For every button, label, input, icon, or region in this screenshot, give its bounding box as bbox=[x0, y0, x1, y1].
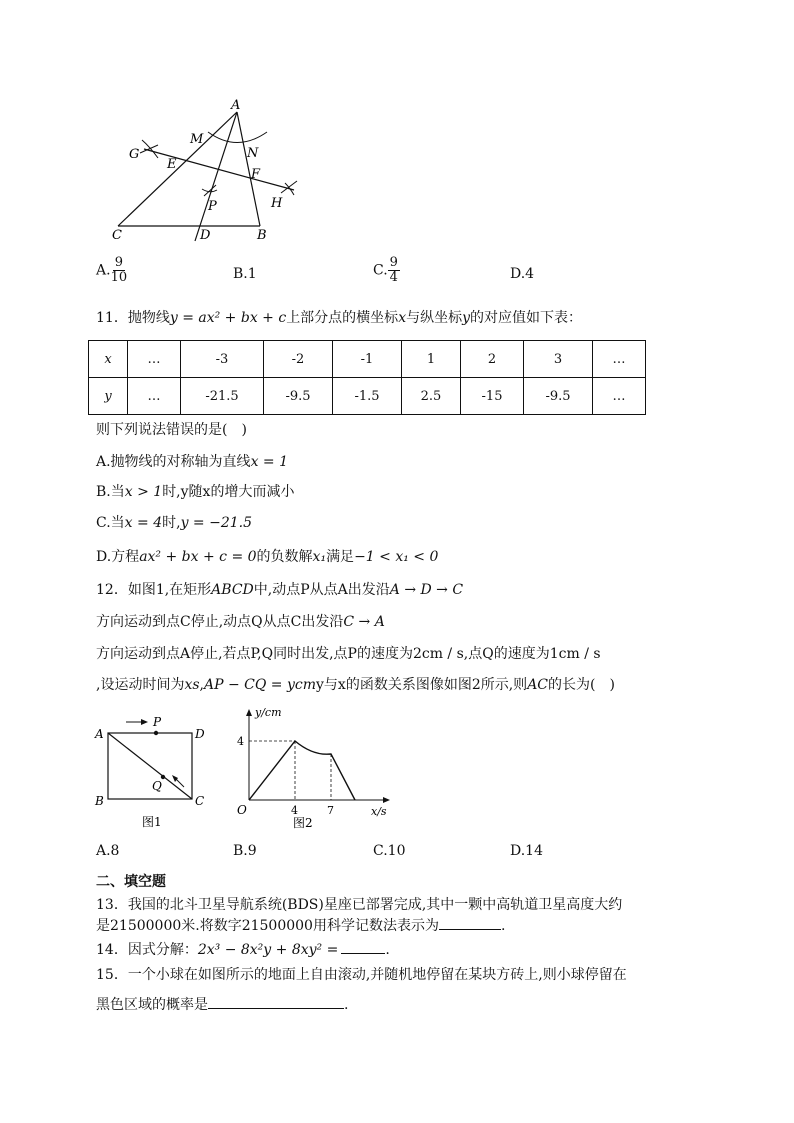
fig-label-H: H bbox=[271, 196, 283, 211]
q10-option-d[interactable]: D.4 bbox=[510, 266, 535, 282]
q12-figure-1 bbox=[90, 710, 220, 835]
q12-line-1: 12．如图1,在矩形ABCD中,动点P从点A出发沿A → D → C bbox=[96, 582, 464, 598]
fig-label-M: M bbox=[190, 132, 204, 147]
table-cell: 2.5 bbox=[402, 378, 461, 415]
table-row-y bbox=[89, 378, 646, 415]
table-cell: … bbox=[593, 378, 646, 415]
q12-option-c[interactable]: C.10 bbox=[373, 843, 406, 859]
q15-line-2: 黑色区域的概率是 . bbox=[96, 997, 349, 1013]
q15-line-1: 15．一个小球在如图所示的地面上自由滚动,并随机地停留在某块方砖上,则小球停留在 bbox=[96, 967, 627, 983]
fig1-label-Q: Q bbox=[152, 779, 162, 793]
fig2-tick-y4: 4 bbox=[237, 735, 244, 748]
q10-option-c[interactable]: C. $\frac{9}{4}$ bbox=[373, 255, 398, 285]
section-title-fill-in: 二、填空题 bbox=[96, 874, 166, 890]
fig-label-P: P bbox=[208, 199, 217, 214]
fig2-caption: 图2 bbox=[293, 816, 313, 830]
q13-answer-blank[interactable] bbox=[439, 917, 501, 930]
table-cell: -3 bbox=[181, 341, 264, 378]
q10-triangle-figure bbox=[100, 95, 310, 245]
table-cell: 3 bbox=[524, 341, 593, 378]
q11-question: 则下列说法错误的是( ) bbox=[96, 422, 247, 438]
q11-option-c[interactable]: C.当x = 4时,y = −21.5 bbox=[96, 515, 253, 531]
fig1-caption: 图1 bbox=[142, 815, 162, 829]
q12-option-d[interactable]: D.14 bbox=[510, 843, 543, 859]
q12-option-b[interactable]: B.9 bbox=[233, 843, 257, 859]
q11-option-b[interactable]: B.当x > 1时,y随x的增大而减小 bbox=[96, 484, 295, 500]
table-cell: 2 bbox=[461, 341, 524, 378]
fraction-9-10: $\frac{9}{10}$ bbox=[110, 255, 128, 285]
q15-answer-blank[interactable] bbox=[208, 996, 344, 1009]
q14: 14．因式分解：2x³ − 8x²y + 8xy² = . bbox=[96, 942, 390, 958]
q11-value-table bbox=[88, 340, 646, 415]
table-cell: -9.5 bbox=[524, 378, 593, 415]
table-cell: -1.5 bbox=[333, 378, 402, 415]
q12-option-a[interactable]: A.8 bbox=[96, 843, 120, 859]
fig2-xlabel: x/s bbox=[371, 805, 387, 818]
q11-option-d[interactable]: D.方程ax² + bx + c = 0的负数解x₁满足−1 < x₁ < 0 bbox=[96, 549, 439, 565]
q10-option-b[interactable]: B.1 bbox=[233, 266, 257, 282]
table-cell: … bbox=[128, 341, 181, 378]
fig1-label-P: P bbox=[153, 715, 162, 729]
q10-option-a[interactable]: A. $\frac{9}{10}$ bbox=[96, 255, 128, 285]
fig2-ylabel: y/cm bbox=[255, 706, 282, 719]
q13-line-2: 是21500000米.将数字21500000用科学记数法表示为 . bbox=[96, 918, 506, 934]
fig-label-A: A bbox=[231, 98, 241, 113]
fig1-label-B: B bbox=[95, 794, 104, 808]
q12-line-2: 方向运动到点C停止,动点Q从点C出发沿C → A bbox=[96, 614, 385, 630]
q12-line-3: 方向运动到点A停止,若点P,Q同时出发,点P的速度为2cm / s,点Q的速度为1cm / s bbox=[96, 646, 601, 662]
q12-figure-2 bbox=[225, 704, 395, 834]
table-cell: 1 bbox=[402, 341, 461, 378]
table-cell: … bbox=[593, 341, 646, 378]
fig-label-N: N bbox=[247, 146, 259, 161]
fig-label-D: D bbox=[200, 228, 211, 243]
fig-label-G: G bbox=[129, 147, 140, 162]
table-cell: -21.5 bbox=[181, 378, 264, 415]
table-row-x bbox=[89, 341, 646, 378]
table-cell: … bbox=[128, 378, 181, 415]
q11-stem: 11．抛物线y = ax² + bx + c上部分点的横坐标x与纵坐标y的对应值如下表： bbox=[96, 310, 583, 326]
fig-label-E: E bbox=[167, 157, 177, 172]
table-cell: -2 bbox=[264, 341, 333, 378]
table-cell: y bbox=[89, 378, 128, 415]
fig1-label-C: C bbox=[195, 794, 205, 808]
fraction-9-4: $\frac{9}{4}$ bbox=[389, 255, 398, 285]
fig-label-C: C bbox=[112, 228, 122, 243]
q14-answer-blank[interactable] bbox=[341, 941, 385, 954]
fig2-origin: O bbox=[237, 803, 247, 817]
table-cell: -9.5 bbox=[264, 378, 333, 415]
table-cell: -15 bbox=[461, 378, 524, 415]
fig2-tick-x4: 4 bbox=[291, 804, 298, 817]
q12-line-4: ,设运动时间为xs,AP − CQ = ycmy与x的函数关系图像如图2所示,则AC的长为( ) bbox=[96, 677, 615, 693]
fig2-tick-x7: 7 bbox=[327, 804, 334, 817]
table-cell: -1 bbox=[333, 341, 402, 378]
q11-option-a[interactable]: A.抛物线的对称轴为直线x = 1 bbox=[96, 454, 288, 470]
table-cell: x bbox=[89, 341, 128, 378]
fig1-label-A: A bbox=[95, 727, 104, 741]
fig-label-B: B bbox=[257, 228, 267, 243]
fig1-label-D: D bbox=[195, 727, 205, 741]
q13-line-1: 13．我国的北斗卫星导航系统(BDS)星座已部署完成,其中一颗中高轨道卫星高度大约 bbox=[96, 897, 623, 913]
fig-label-F: F bbox=[251, 167, 261, 182]
